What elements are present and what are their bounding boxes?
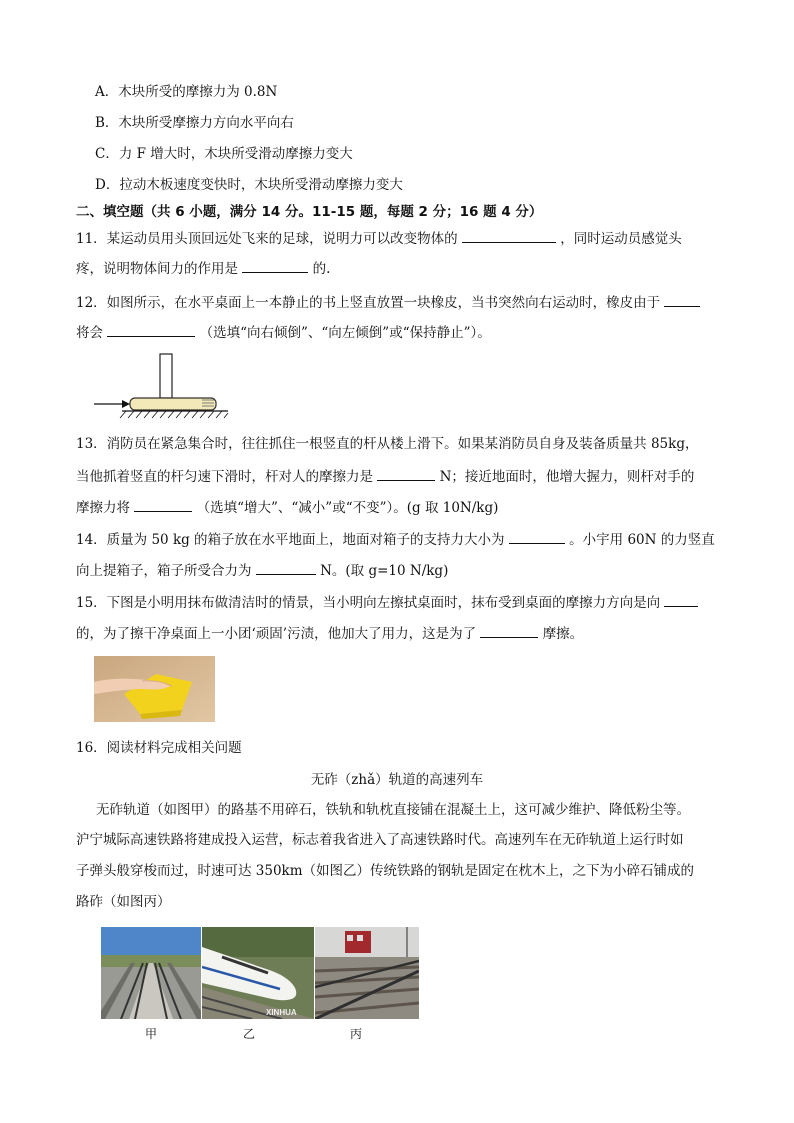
caption-bing: 丙: [350, 1027, 363, 1041]
question-12-line1: [76, 292, 700, 313]
q15-text-b: 的，为了擦干净桌面上一小团‘顽固’污渍，他加大了用力，这是为了: [76, 626, 477, 642]
q13-blank-1[interactable]: [377, 466, 435, 481]
q14-blank-1[interactable]: [509, 529, 565, 544]
q14-text-d: N。(取 g=10 N/kg): [320, 563, 449, 579]
question-12-line2: [76, 322, 491, 343]
reading-paragraph-line3: 子弹头般穿梭而过，时速可达 350km（如图乙）传统铁路的钢轨是固定在枕木上，之下为小碎石铺成的: [76, 863, 695, 879]
question-11-line2: [76, 258, 330, 279]
cleaning-photo: [94, 656, 215, 722]
reading-paragraph-line4: 路砟（如图丙）: [76, 894, 171, 910]
q15-blank-2[interactable]: [480, 623, 538, 638]
q11-text-d: 的.: [312, 261, 331, 277]
q15-text-a: 15．下图是小明用抹布做清洁时的情景，当小明向左擦拭桌面时，抹布受到桌面的摩擦力方向是向: [76, 595, 661, 611]
option-b: B．木块所受摩擦力方向水平向右: [95, 115, 294, 131]
photo-yi-high-speed-train: [202, 927, 314, 1019]
question-15-line2: [76, 623, 583, 644]
q14-text-a: 14．质量为 50 kg 的箱子放在水平地面上，地面对箱子的支持力大小为: [76, 532, 505, 548]
book-eraser-figure: [92, 352, 232, 420]
reading-paragraph-line2: 沪宁城际高速铁路将建成投入运营，标志着我省进入了高速铁路时代。高速列车在无砟轨道上运行时如: [76, 832, 684, 848]
q15-text-c: 摩擦。: [542, 626, 584, 642]
question-13-line2: [76, 466, 694, 487]
eraser-shape: [160, 354, 172, 398]
question-15-line1: [76, 592, 698, 613]
option-c: C．力 F 增大时，木块所受滑动摩擦力变大: [95, 146, 353, 162]
distant-train: [345, 931, 371, 953]
option-d: D．拉动木板速度变快时，木块所受滑动摩擦力变大: [95, 177, 403, 193]
q11-text-c: 疼，说明物体间力的作用是: [76, 261, 238, 277]
q12-blank-1[interactable]: [664, 292, 700, 307]
photo-bing-traditional-track: [315, 927, 419, 1019]
question-11-line1: [76, 228, 682, 249]
option-a: A．木块所受的摩擦力为 0.8N: [95, 84, 278, 100]
section-title: 二、填空题（共 6 小题，满分 14 分。11-15 题，每题 2 分；16 题 4 分）: [76, 204, 543, 220]
q14-text-b: 。小宇用 60N 的力竖直: [569, 532, 715, 548]
caption-jia: 甲: [145, 1027, 158, 1041]
q11-text-b: ，同时运动员感觉头: [560, 231, 682, 247]
q12-text-c: （选填“向右倾倒”、“向左倾倒”或“保持静止”）。: [199, 325, 491, 341]
photo-jia-ballastless-track: [101, 927, 201, 1019]
q11-text-a: 11．某运动员用头顶回远处飞来的足球，说明力可以改变物体的: [76, 231, 458, 247]
q14-blank-2[interactable]: [256, 560, 316, 575]
q13-text-b: 当他抓着竖直的杆匀速下滑时，杆对人的摩擦力是: [76, 469, 373, 485]
question-13-line3: [76, 497, 498, 518]
q13-text-c: N；接近地面时，他增大握力，则杆对手的: [439, 469, 695, 485]
q13-blank-2[interactable]: [134, 497, 192, 512]
q14-text-c: 向上提箱子，箱子所受合力为: [76, 563, 252, 579]
q12-blank-2[interactable]: [107, 322, 195, 337]
q12-text-b: 将会: [76, 325, 103, 341]
reading-title: 无砟（zhǎ）轨道的高速列车: [310, 772, 484, 788]
q11-blank-2[interactable]: [242, 258, 308, 273]
q12-text-a: 12．如图所示，在水平桌面上一本静止的书上竖直放置一块橡皮，当书突然向右运动时，橡皮由于: [76, 295, 661, 311]
q13-text-e: （选填“增大”、“减小”或“不变”）。(g 取 10N/kg): [196, 500, 499, 516]
question-14-line2: [76, 560, 448, 581]
q15-blank-1[interactable]: [664, 592, 698, 607]
caption-yi: 乙: [243, 1027, 256, 1041]
reading-paragraph-line1: 无砟轨道（如图甲）的路基不用碎石，铁轨和轨枕直接铺在混凝土上，这可减少维护、降低粉尘等。: [96, 802, 690, 818]
question-13-line1: 13．消防员在紧急集合时，往往抓住一根竖直的杆从楼上滑下。如果某消防员自身及装备质量共 85kg，: [76, 436, 699, 452]
q11-blank-1[interactable]: [462, 228, 556, 243]
question-14-line1: [76, 529, 715, 550]
xinhua-watermark: XINHUA: [266, 1008, 297, 1017]
question-16-intro: 16．阅读材料完成相关问题: [76, 740, 242, 756]
q13-text-d: 摩擦力将: [76, 500, 130, 516]
